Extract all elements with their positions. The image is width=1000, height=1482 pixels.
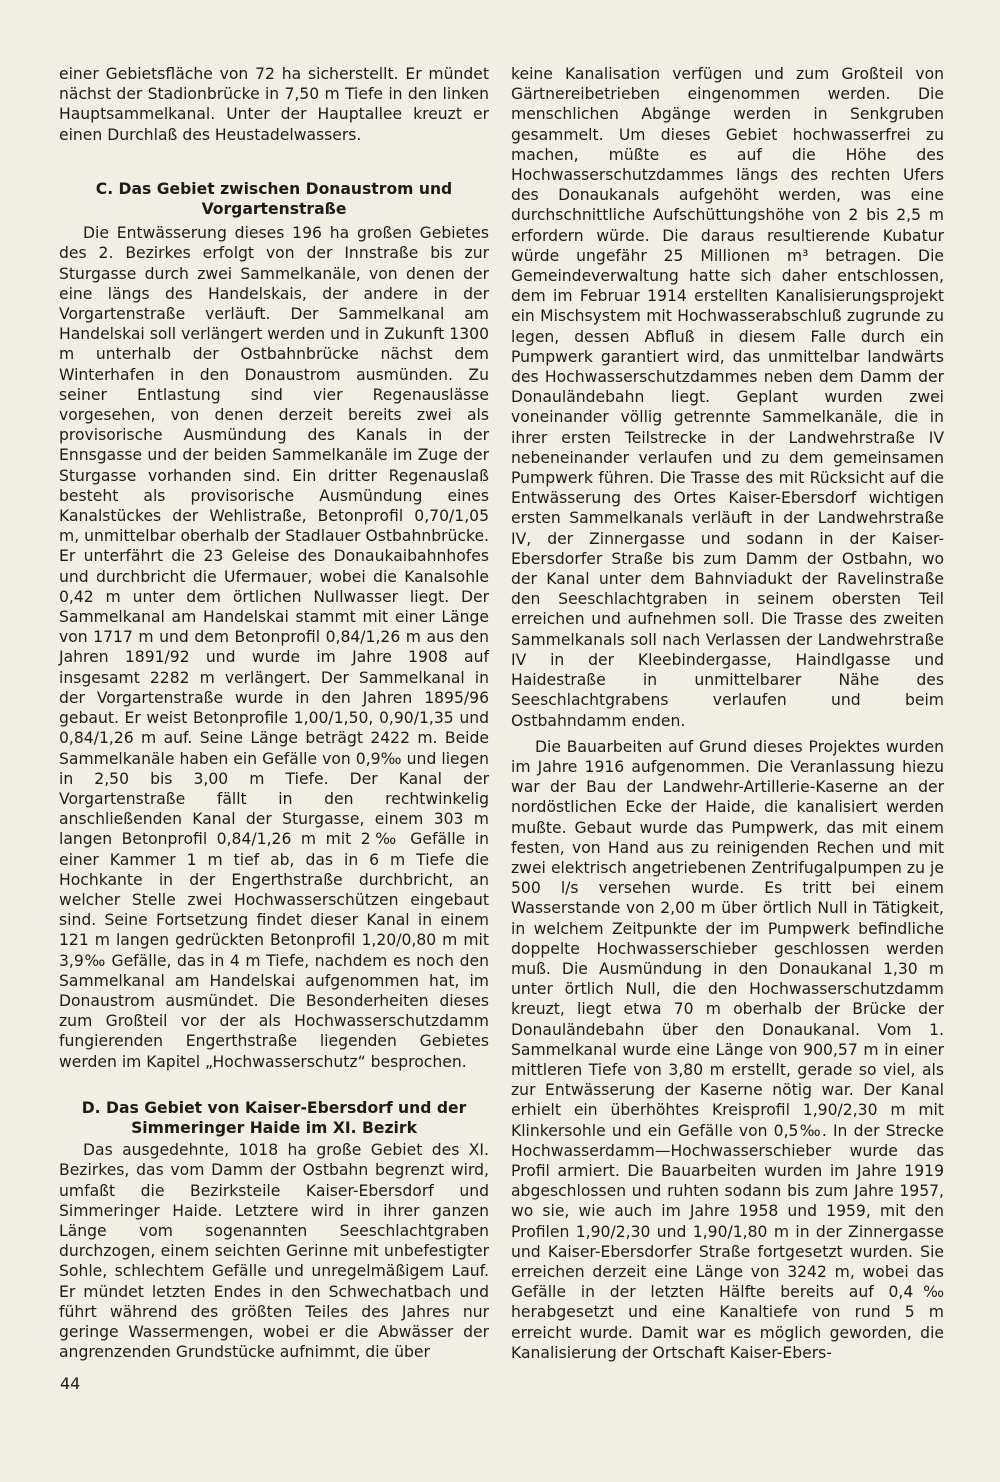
continuation-paragraph: einer Gebietsfläche von 72 ha sicherstellt. Er mündet nächst der Stadionbrücke in 7,50 m Tiefe in den linken Hauptsammelkanal. Unter der Hauptallee kreuzt er einen Durchlaß des Heustadelwassers. [59, 65, 489, 144]
section-d-heading: D. Das Gebiet von Kaiser-Ebersdorf und der Simmeringer Haide im XI. Bezirk [81, 1098, 467, 1137]
right-paragraph-2: Die Bauarbeiten auf Grund dieses Projektes wurden im Jahre 1916 aufgenommen. Die Veranlassung hiezu war der Bau der Landwehr-Artillerie-Kaserne an der nordöstlichen Ecke der Haide, die kanalisiert werden mußte. Gebaut wurde das Pumpwerk, das mit einem festen, von Hand aus zu reinigenden Rechen und mit zwei elektrisch angetriebenen Zentrifugalpumpen zu je 500 l/s versehen wurde. Es tritt bei einem Wasserstande von 2,00 m über örtlich Null in Tätigkeit, in welchem Zeitpunkte der im Pumpwerk befindliche doppelte Hochwasserschieber geschlossen werden muß. Die Ausmündung in den Donaukanal 1,30 m unter örtlich Null, die den Hochwasserschutzdamm kreuzt, liegt etwa 70 m oberhalb der Brücke der Donauländebahn über den Donaukanal. Vom 1. Sammelkanal wurde eine Länge von 900,57 m in einer mittleren Tiefe von 3,80 m erstellt, gerade so viel, als zur Entwässerung der Kaserne nötig war. Der Kanal erhielt ein überhöhtes Kreisprofil 1,90/2,30 m mit Klinkersohle und ein Gefälle von 0,5‰. In der Strecke Hochwasserdamm—Hochwasserschieber wurde das Profil armiert. Die Bauarbeiten wurden im Jahre 1919 abgeschlossen und ruhten sodann bis zum Jahre 1957, wo sie, wie auch im Jahre 1958 und 1959, mit den Profilen 1,90/2,30 und 1,90/1,80 m in der Zinnergasse und Kaiser-Ebersdorfer Straße fortgesetzt wurden. Sie erreichen derzeit eine Länge von 3242 m, wobei das Gefälle in der letzten Hälfte bereits auf 0,4‰ herabgesetzt und eine Kanaltiefe von rund 5 m erreicht wurde. Damit war es möglich geworden, die Kanalisierung der Ortschaft Kaiser-Ebers- [511, 737, 944, 1362]
right-paragraph-1: keine Kanalisation verfügen und zum Großteil von Gärtnereibetrieben eingenommen werden. Die menschlichen Abgänge werden in Senkgruben gesammelt. Um dieses Gebiet hochwasserfrei zu machen, müßte es auf die Höhe des Hochwasserschutzdammes längs des rechten Ufers des Donaukanals aufgehöht werden, was eine durchschnittliche Aufschüttungshöhe von 2 bis 2,5 m erfordern würde. Die daraus resultierende Kubatur würde ungefähr 25 Millionen m³ betragen. Die Gemeindeverwaltung hatte sich daher entschlossen, dem im Februar 1914 erstellten Kanalisierungsprojekt ein Mischsystem mit Hochwasserabschluß zugrunde zu legen, dessen Abfluß in diesem Falle durch ein Pumpwerk garantiert wird, das unmittelbar landwärts des Hochwasserschutzdammes neben dem Damm der Donauländebahn liegt. Geplant wurden zwei voneinander völlig getrennte Sammelkanäle, die in ihrer ersten Teilstrecke in der Landwehrstraße IV nebeneinander verlaufen und zu dem gemeinsamen Pumpwerk führen. Die Trasse des mit Rücksicht auf die Entwässerung des Ortes Kaiser-Ebersdorf wichtigen ersten Sammelkanals verläuft in der Landwehrstraße IV, der Zinnergasse und sodann in der Kaiser-Ebersdorfer Straße bis zum Damm der Ostbahn, wo der Kanal unter dem Bahnviadukt der Ravelinstraße den Seeschlachtgraben in seinem obersten Teil erreichen und aufnehmen soll. Die Trasse des zweiten Sammelkanals soll nach Verlassen der Landwehrstraße IV in der Kleebindergasse, Haindlgasse und Haidestraße in unmittelbarer Nähe des Seeschlachtgrabens verlaufen und beim Ostbahndamm enden. [511, 65, 944, 730]
section-c-heading: C. Das Gebiet zwischen Donaustrom und Vorgartenstraße [95, 179, 453, 219]
page-number: 44 [60, 1374, 81, 1393]
left-column [59, 64, 489, 1362]
section-d-paragraph: Das ausgedehnte, 1018 ha große Gebiet des XI. Bezirkes, das vom Damm der Ostbahn begrenzt wird, umfaßt die Bezirksteile Kaiser-Ebersdorf und Simmeringer Haide. Letztere wird in ihrer ganzen Länge vom sogenannten Seeschlachtgraben durchzogen, einem seichten Gerinne mit unbefestigter Sohle, schlechtem Gefälle und unregelmäßigem Lauf. Er mündet letzten Endes in den Schwechatbach und führt während des größten Teiles des Jahres nur geringe Wassermengen, wobei er die Abwässer der angrenzenden Grundstücke aufnimmt, die über [59, 1141, 489, 1362]
section-c-paragraph: Die Entwässerung dieses 196 ha großen Gebietes des 2. Bezirkes erfolgt von der Innstraße bis zur Sturgasse durch zwei Sammelkanäle, von denen der eine längs des Handelskais, der andere in der Vorgartenstraße verläuft. Der Sammelkanal am Handelskai soll verlängert werden und in Zukunft 1300 m unterhalb der Ostbahnbrücke nächst dem Winterhafen in den Donaustrom ausmünden. Zu seiner Entlastung sind vier Regenauslässe vorgesehen, von denen derzeit bereits zwei als provisorische Ausmündung des Kanals in der Ennsgasse und der beiden Sammelkanäle im Zuge der Sturgasse vorhanden sind. Ein dritter Regenauslaß besteht als provisorische Ausmündung eines Kanalstückes der Wehlistraße, Betonprofil 0,70/1,05 m, unmittelbar oberhalb der Stadlauer Ostbahnbrücke. Er unterfährt die 23 Geleise des Donaukaibahnhofes und durchbricht die Ufermauer, wobei die Kanalsohle 0,42 m unter dem örtlichen Nullwasser liegt. Der Sammelkanal am Handelskai stammt mit einer Länge von 1717 m und dem Betonprofil 0,84/1,26 m aus den Jahren 1891/92 und wurde im Jahre 1908 auf insgesamt 2282 m verlängert. Der Sammelkanal in der Vorgartenstraße wurde in den Jahren 1895/96 gebaut. Er weist Betonprofile 1,00/1,50, 0,90/1,35 und 0,84/1,26 m auf. Seine Länge beträgt 2422 m. Beide Sammelkanäle haben ein Gefälle von 0,9‰ und liegen in 2,50 bis 3,00 m Tiefe. Der Kanal der Vorgartenstraße fällt in den rechtwinkelig anschließenden Kanal der Sturgasse, einem 303 m langen Betonprofil 0,84/1,26 m mit 2‰ Gefälle in einer Kammer 1 m tief ab, das in 6 m Tiefe die Hochkante in der Engerthstraße durchbricht, an welcher Stelle zwei Hochwasserschützen eingebaut sind. Seine Fortsetzung findet dieser Kanal in einem 121 m langen gedrückten Betonprofil 1,20/0,80 m mit 3,9‰ Gefälle, das in 4 m Tiefe, nachdem es noch den Sammelkanal am Handelskai aufgenommen hat, im Donaustrom ausmündet. Die Besonderheiten dieses zum Großteil vor der als Hochwasserschutzdamm fungierenden Engerthstraße liegenden Gebietes werden im Kapitel „Hochwasserschutz“ besprochen. [59, 224, 489, 1071]
right-column [511, 64, 944, 1363]
